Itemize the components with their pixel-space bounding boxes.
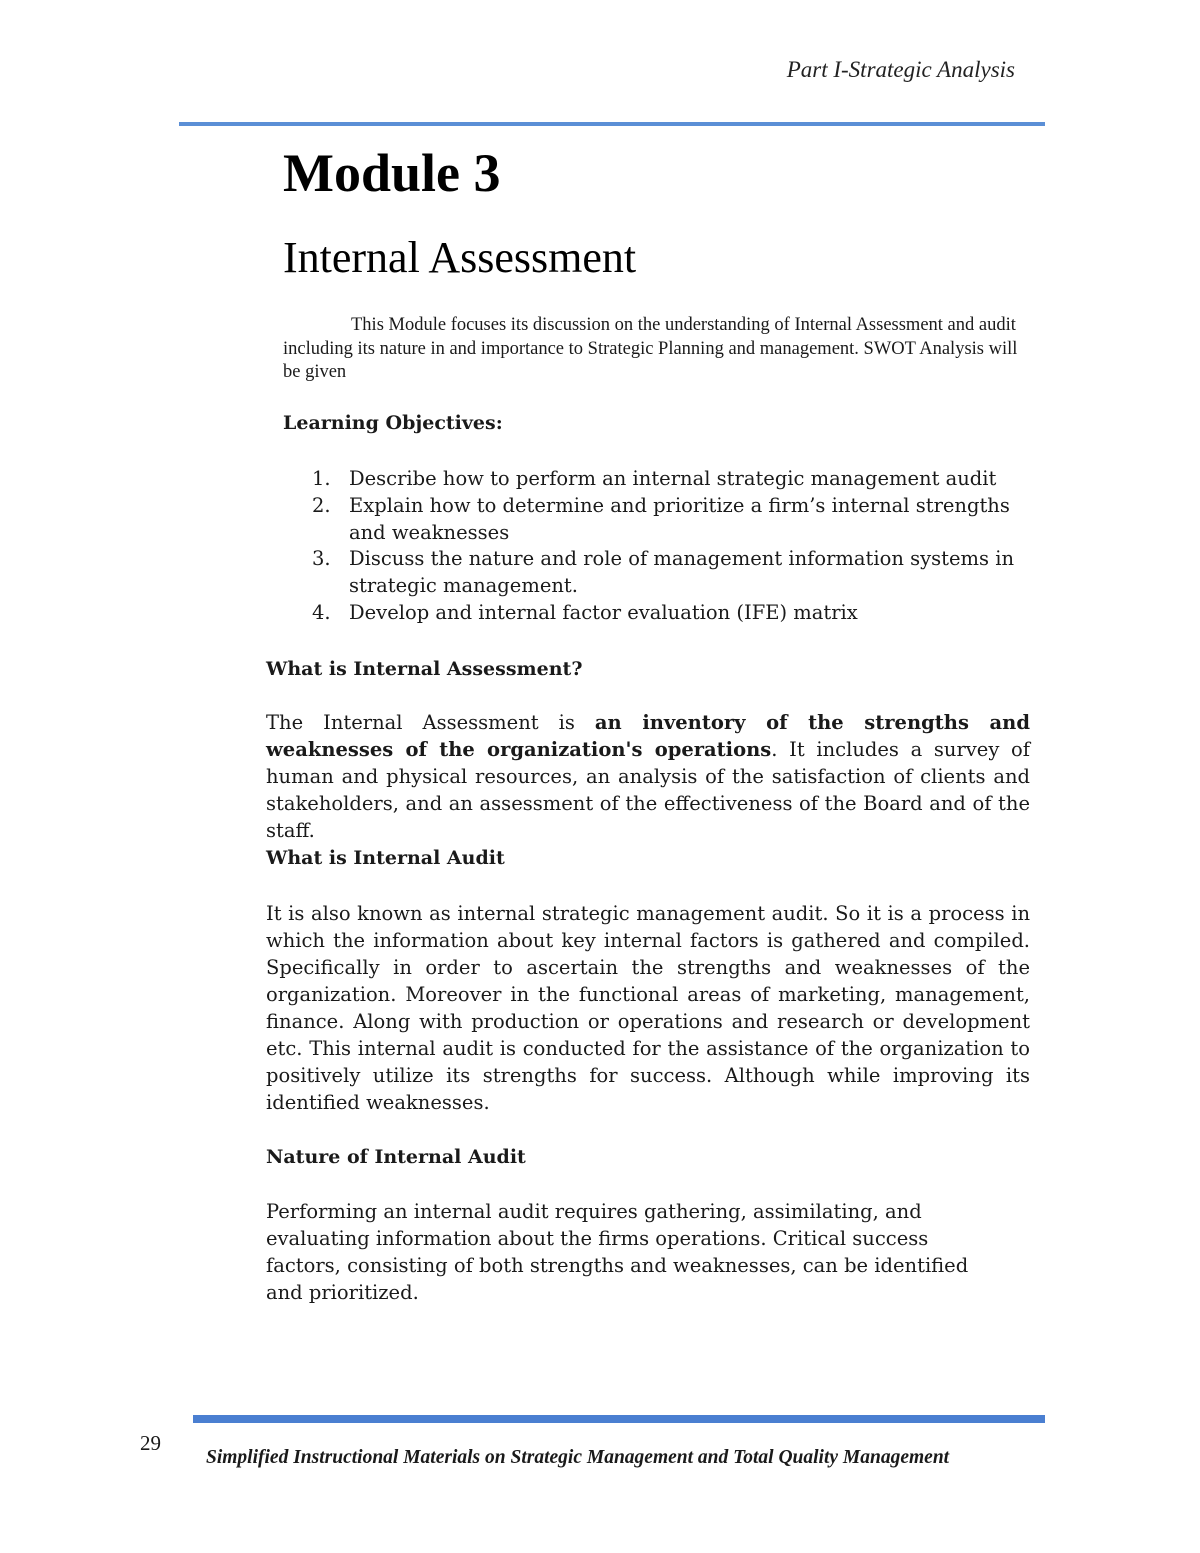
objective-number: 3. [312,547,331,571]
objective-item [312,466,1032,493]
section-heading: What is Internal Assessment? [266,658,583,680]
objective-item [312,600,1032,627]
nature-of-audit-section [266,1144,1030,1170]
module-subtitle: Internal Assessment [283,233,637,282]
header-rule [179,122,1045,126]
footer-title: Simplified Instructional Materials on Strategic Management and Total Quality Management [206,1447,950,1468]
objective-text: Discuss the nature and role of management information systems in strategic management. [349,547,1015,598]
objective-text: Describe how to perform an internal strategic management audit [349,467,997,490]
page-number: 29 [140,1431,161,1455]
paragraph-text-lead: The Internal Assessment is [266,711,595,734]
section-heading: Nature of Internal Audit [266,1146,526,1168]
running-header: Part I-Strategic Analysis [786,57,1015,82]
footer-rule [193,1415,1045,1423]
objective-number: 1. [312,467,331,490]
section-paragraph: Performing an internal audit requires gathering, assimilating, and evaluating information about the firms operations. Critical success factors, consisting of both strengths and weaknesses, can be identified and prioritized. [266,1200,969,1304]
module-title: Module 3 [283,143,501,203]
objective-number: 2. [312,493,331,517]
nature-of-audit-body [266,1198,1030,1306]
section-paragraph [266,709,1030,844]
internal-assessment-section [266,656,1030,682]
objective-number: 4. [312,600,331,624]
learning-objectives-heading: Learning Objectives: [283,412,503,434]
internal-assessment-body [266,709,1030,844]
internal-audit-section [266,845,1030,871]
paragraph-text-emphasis: an inventory of the strengths and weaknesses of the organization's operations [266,711,1030,761]
section-paragraph: It is also known as internal strategic management audit. So it is a process in which the information about key internal factors is gathered and compiled. Specifically in order to ascertain the strengths and weaknesses of the organization. Moreover in the functional areas of marketing, management, finance. Along with production or operations and research or development etc. This internal audit is conducted for the assistance of the organization to positively utilize its strengths for success. Although while improving its identified weaknesses. [266,902,1030,1114]
objective-item [312,546,1032,600]
internal-audit-body [266,900,1030,1116]
section-heading: What is Internal Audit [266,847,505,869]
paragraph-text-rest: . It includes a survey of human and physical resources, an analysis of the satisfaction of clients and stakeholders, and an assessment of the effectiveness of the Board and of the staff. [266,738,1030,842]
objective-item [312,493,1032,547]
objective-text: Develop and internal factor evaluation (IFE) matrix [349,600,858,624]
module-intro: This Module focuses its discussion on the understanding of Internal Assessment and audit including its nature in and importance to Strategic Planning and management. SWOT Analysis will be given [283,315,1018,382]
learning-objectives-list [312,466,1032,627]
objective-text: Explain how to determine and prioritize a firm’s internal strengths and weaknesses [349,493,1010,544]
